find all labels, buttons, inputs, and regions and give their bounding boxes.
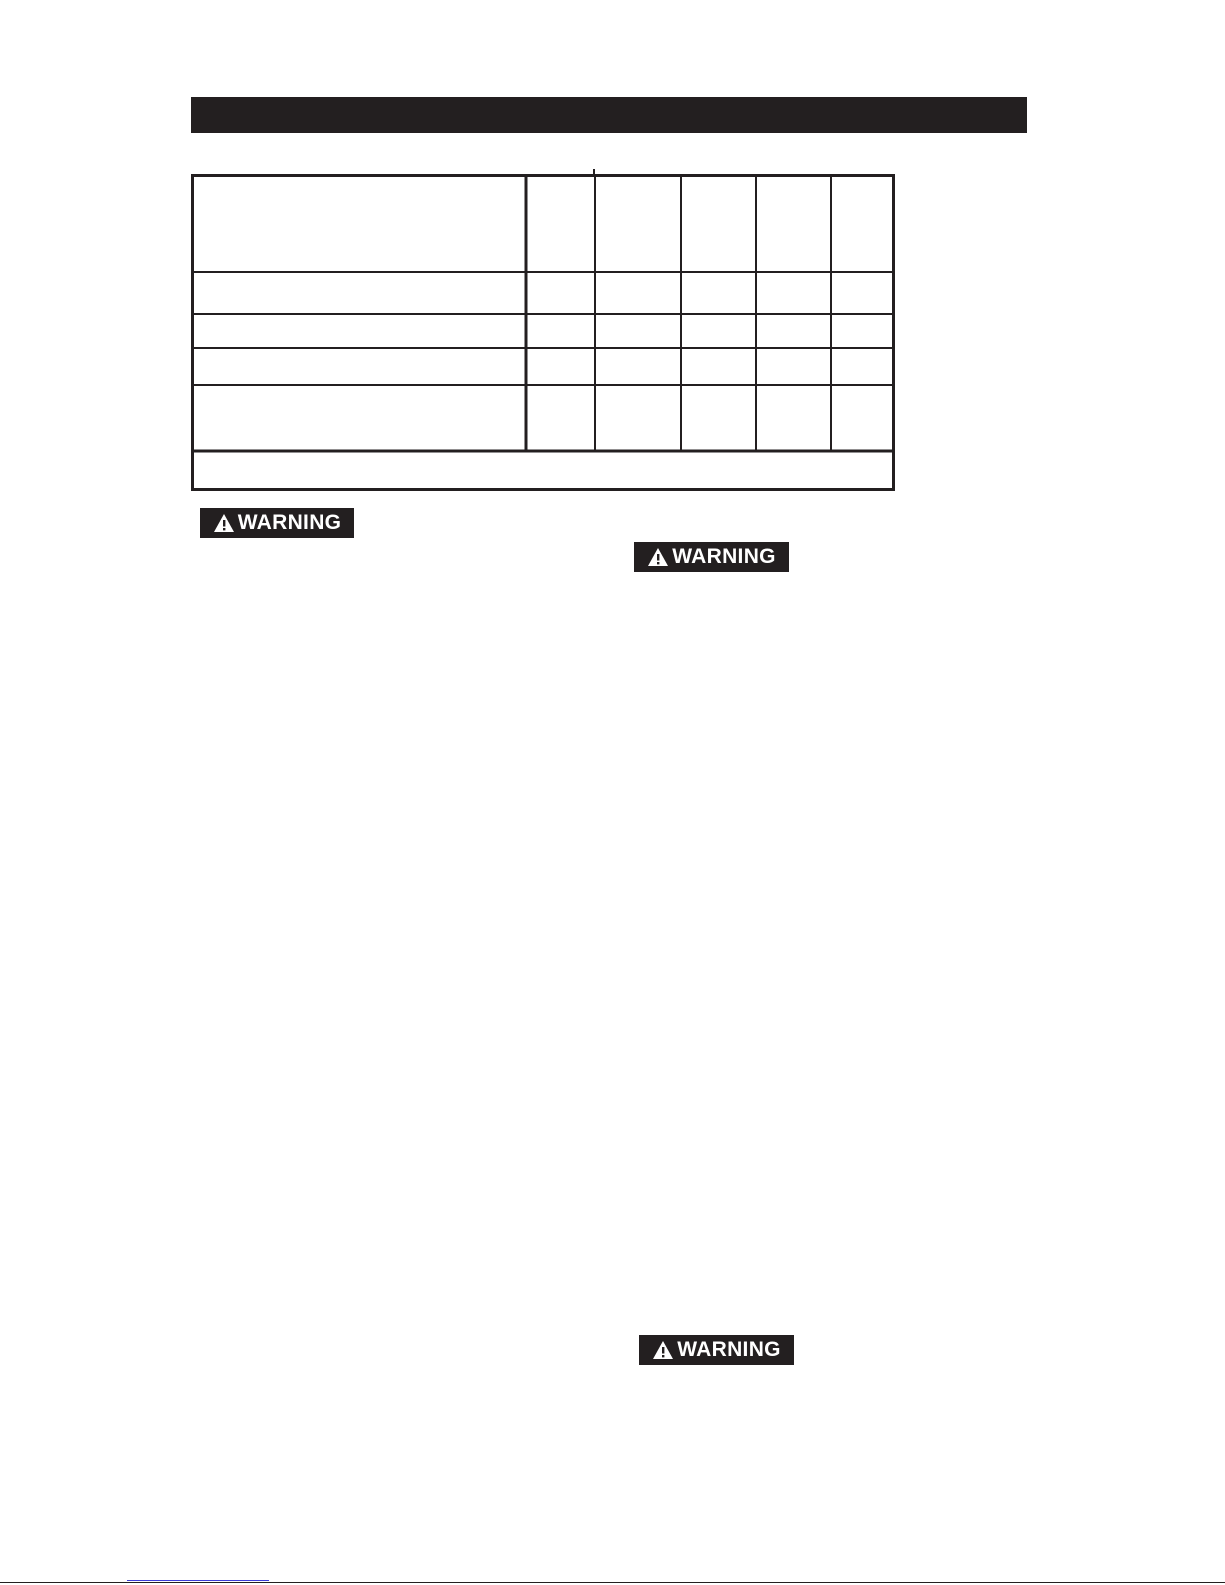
warning-triangle-icon (647, 547, 669, 567)
warning-label-text: WARNING (677, 1338, 781, 1361)
warning-label-2 (634, 542, 789, 572)
warning-triangle-icon (213, 513, 235, 533)
footer-link-underline (127, 1580, 269, 1581)
specifications-table-grid (191, 174, 895, 491)
specifications-table (191, 174, 895, 491)
warning-triangle-icon (652, 1340, 674, 1360)
section-header-bar (191, 97, 1027, 133)
table-outer-border (193, 176, 894, 490)
warning-label-text: WARNING (672, 545, 776, 568)
warning-label-1 (200, 508, 354, 538)
warning-label-text: WARNING (237, 511, 342, 534)
footer-rule (0, 1582, 1225, 1583)
warning-label-3 (639, 1335, 794, 1365)
